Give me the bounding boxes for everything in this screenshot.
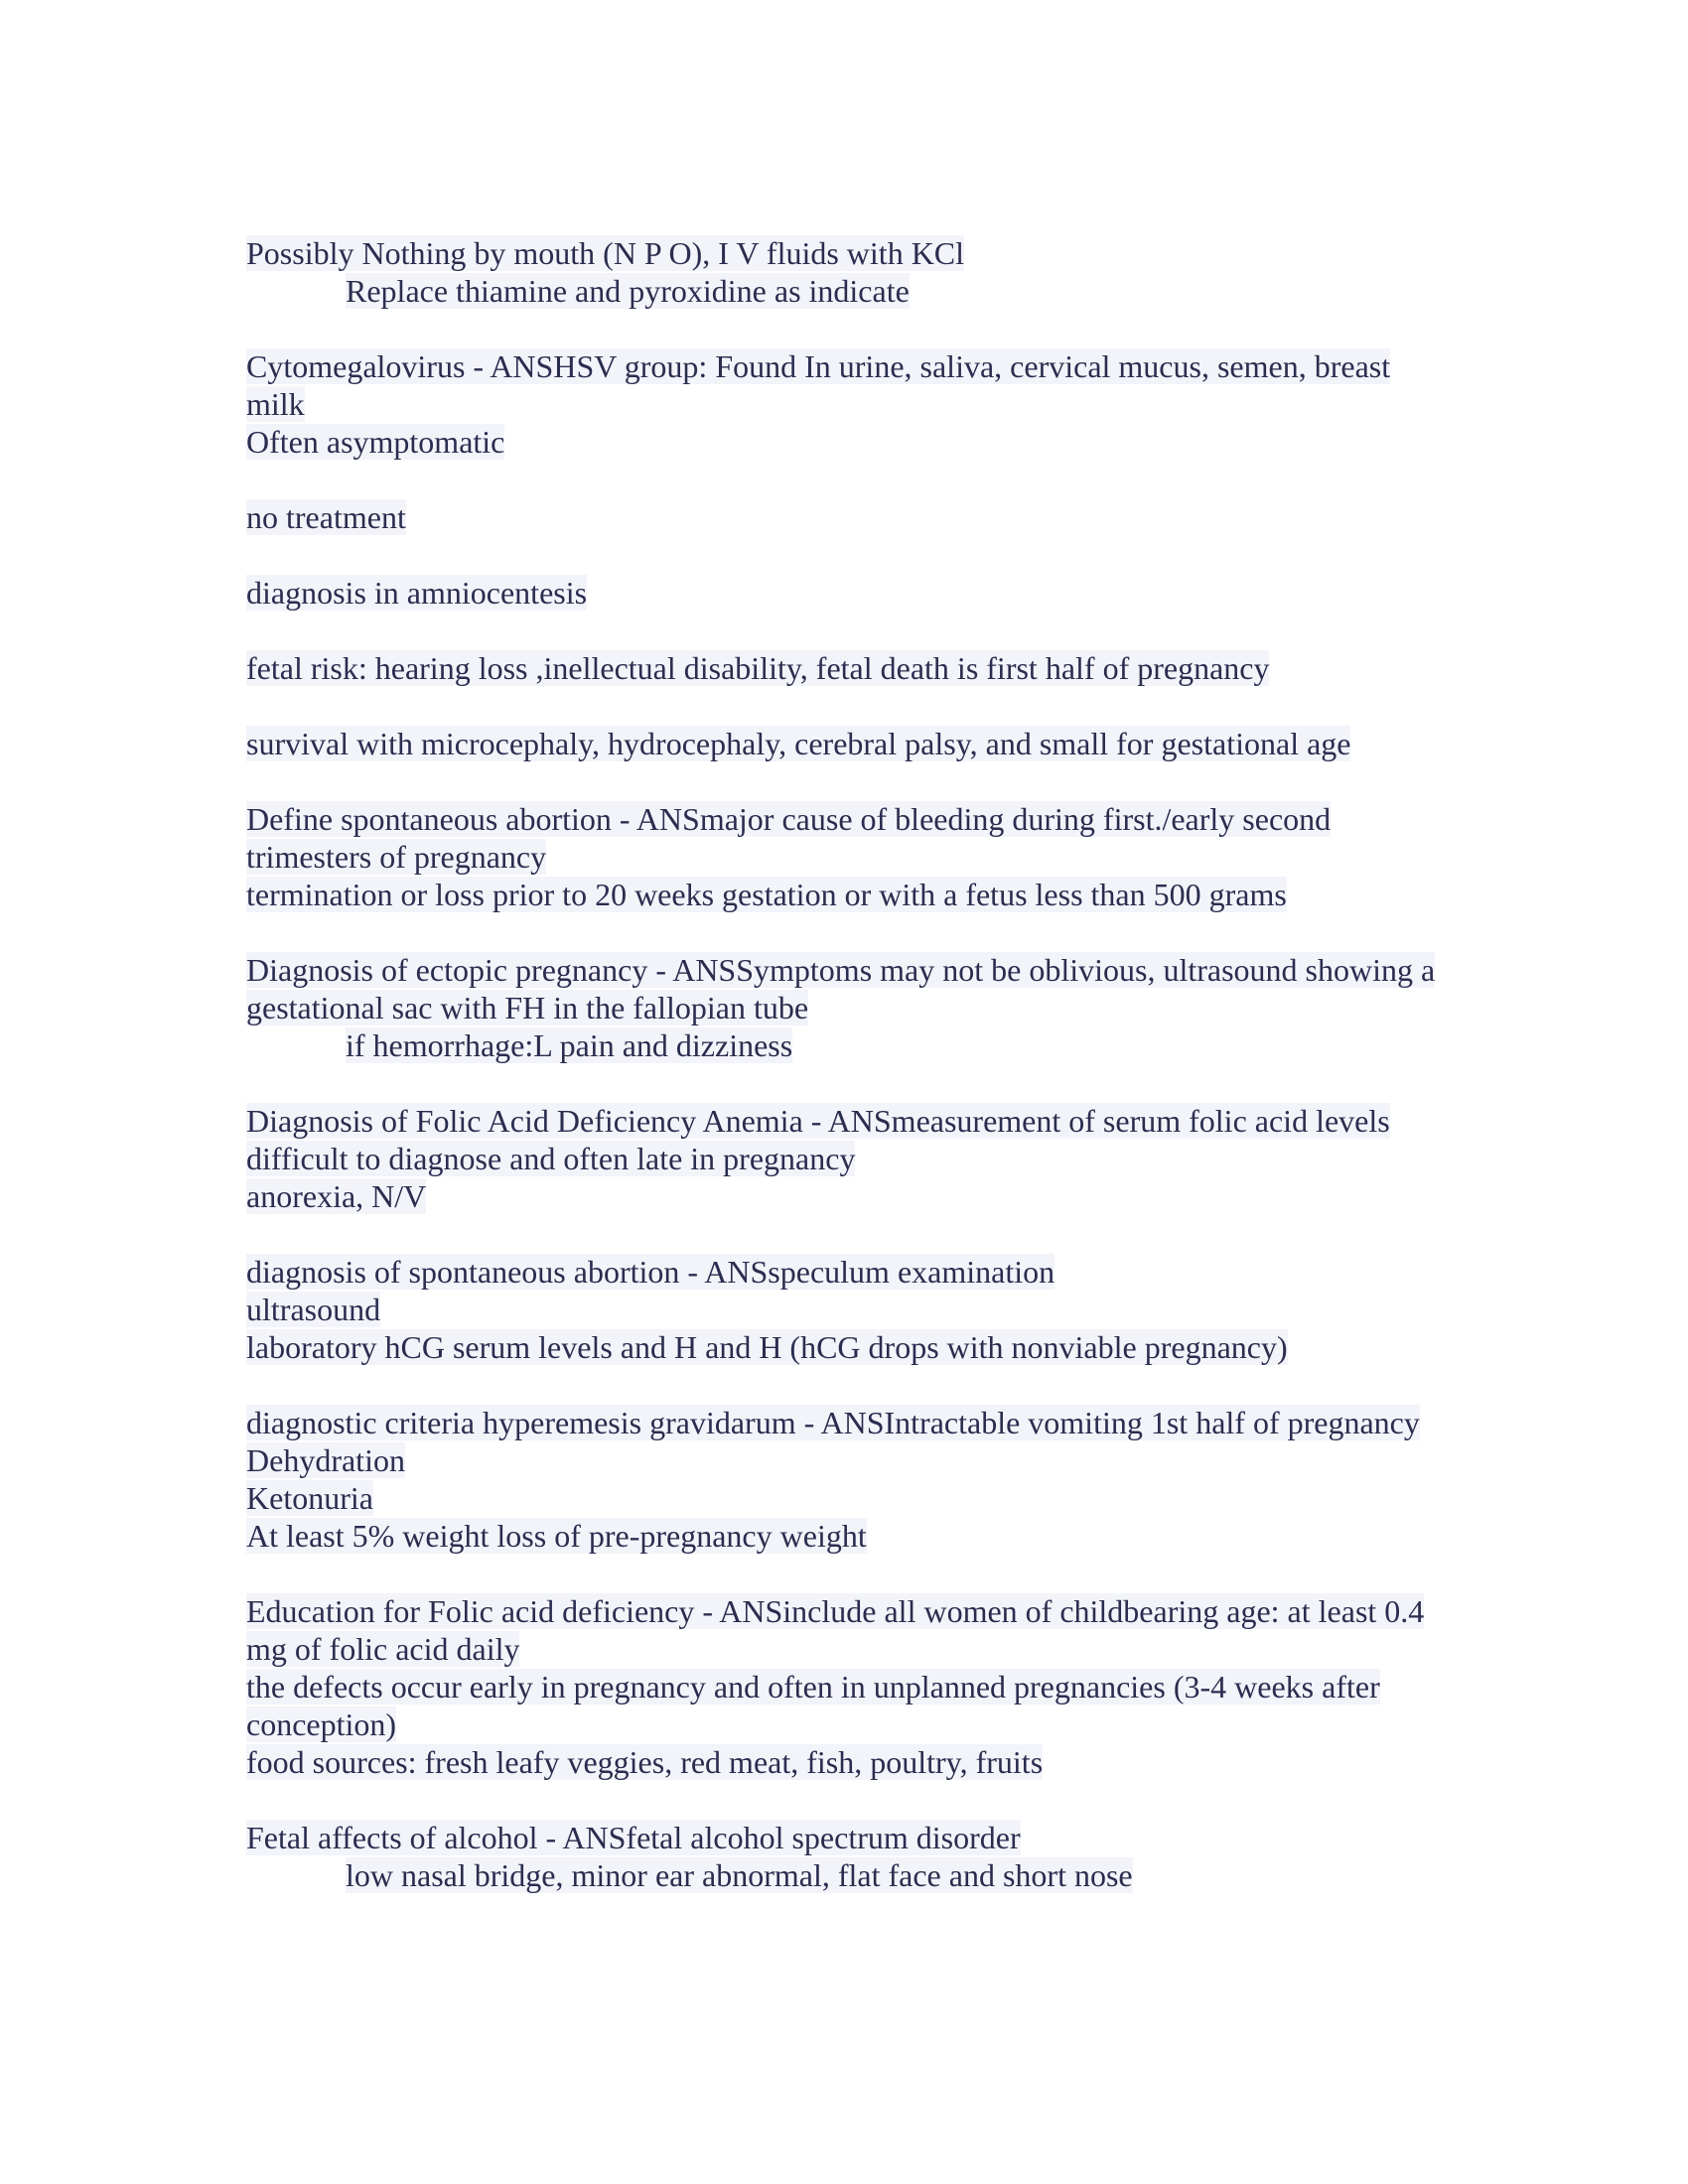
term-line: Fetal affects of alcohol - ANSfetal alcohol spectrum disorder	[246, 1820, 1021, 1855]
note-line: diagnosis in amniocentesis	[246, 575, 588, 611]
paragraph-gap	[246, 1366, 1489, 1404]
note-line: At least 5% weight loss of pre-pregnancy weight	[246, 1518, 867, 1554]
note-line: food sources: fresh leafy veggies, red meat, fish, poultry, fruits	[246, 1744, 1044, 1780]
note-line-indented: if hemorrhage:L pain and dizziness	[346, 1027, 793, 1063]
note-line: Dehydration	[246, 1442, 405, 1478]
note-line: trimesters of pregnancy	[246, 839, 547, 875]
note-line: gestational sac with FH in the fallopian tube	[246, 990, 809, 1025]
note-line: the defects occur early in pregnancy and often in unplanned pregnancies (3-4 weeks after	[246, 1669, 1380, 1705]
note-line: conception)	[246, 1706, 397, 1742]
term-line: diagnostic criteria hyperemesis gravidarum - ANSIntractable vomiting 1st half of pregnancy	[246, 1405, 1420, 1440]
note-line: milk	[246, 386, 305, 422]
paragraph-gap	[246, 1064, 1489, 1102]
term-line: Education for Folic acid deficiency - ANSinclude all women of childbearing age: at least 0.4	[246, 1593, 1425, 1629]
term-line: diagnosis of spontaneous abortion - ANSspeculum examination	[246, 1254, 1055, 1290]
paragraph-gap	[246, 536, 1489, 574]
paragraph-gap	[246, 461, 1489, 498]
paragraph-gap	[246, 1781, 1489, 1819]
term-line: Cytomegalovirus - ANSHSV group: Found In urine, saliva, cervical mucus, semen, breast	[246, 348, 1391, 384]
note-line: ultrasound	[246, 1292, 381, 1327]
note-line: Ketonuria	[246, 1480, 373, 1516]
note-line: fetal risk: hearing loss ,inellectual disability, fetal death is first half of pregnancy	[246, 650, 1270, 686]
paragraph-gap	[246, 913, 1489, 951]
term-line: Define spontaneous abortion - ANSmajor cause of bleeding during first./early second	[246, 801, 1332, 837]
note-line: termination or loss prior to 20 weeks gestation or with a fetus less than 500 grams	[246, 877, 1287, 912]
note-line-indented: low nasal bridge, minor ear abnormal, flat face and short nose	[346, 1857, 1133, 1893]
paragraph-gap	[246, 687, 1489, 725]
note-line-indented: Replace thiamine and pyroxidine as indicate	[346, 273, 910, 309]
paragraph-gap	[246, 310, 1489, 347]
term-line: Diagnosis of Folic Acid Deficiency Anemia - ANSmeasurement of serum folic acid levels	[246, 1103, 1390, 1139]
paragraph-gap	[246, 762, 1489, 800]
paragraph-gap	[246, 1555, 1489, 1592]
note-line: Often asymptomatic	[246, 424, 505, 460]
term-line: Diagnosis of ectopic pregnancy - ANSSymptoms may not be oblivious, ultrasound showing a	[246, 952, 1436, 988]
paragraph-gap	[246, 1215, 1489, 1253]
paragraph-gap	[246, 612, 1489, 649]
notes-body	[246, 234, 1489, 1894]
note-line: anorexia, N/V	[246, 1178, 427, 1214]
note-line: mg of folic acid daily	[246, 1631, 520, 1667]
note-line: no treatment	[246, 499, 406, 535]
note-line: Possibly Nothing by mouth (N P O), I V fluids with KCl	[246, 235, 965, 271]
note-line: difficult to diagnose and often late in pregnancy	[246, 1141, 856, 1176]
note-line: survival with microcephaly, hydrocephaly, cerebral palsy, and small for gestational age	[246, 726, 1351, 761]
note-line: laboratory hCG serum levels and H and H (hCG drops with nonviable pregnancy)	[246, 1329, 1288, 1365]
